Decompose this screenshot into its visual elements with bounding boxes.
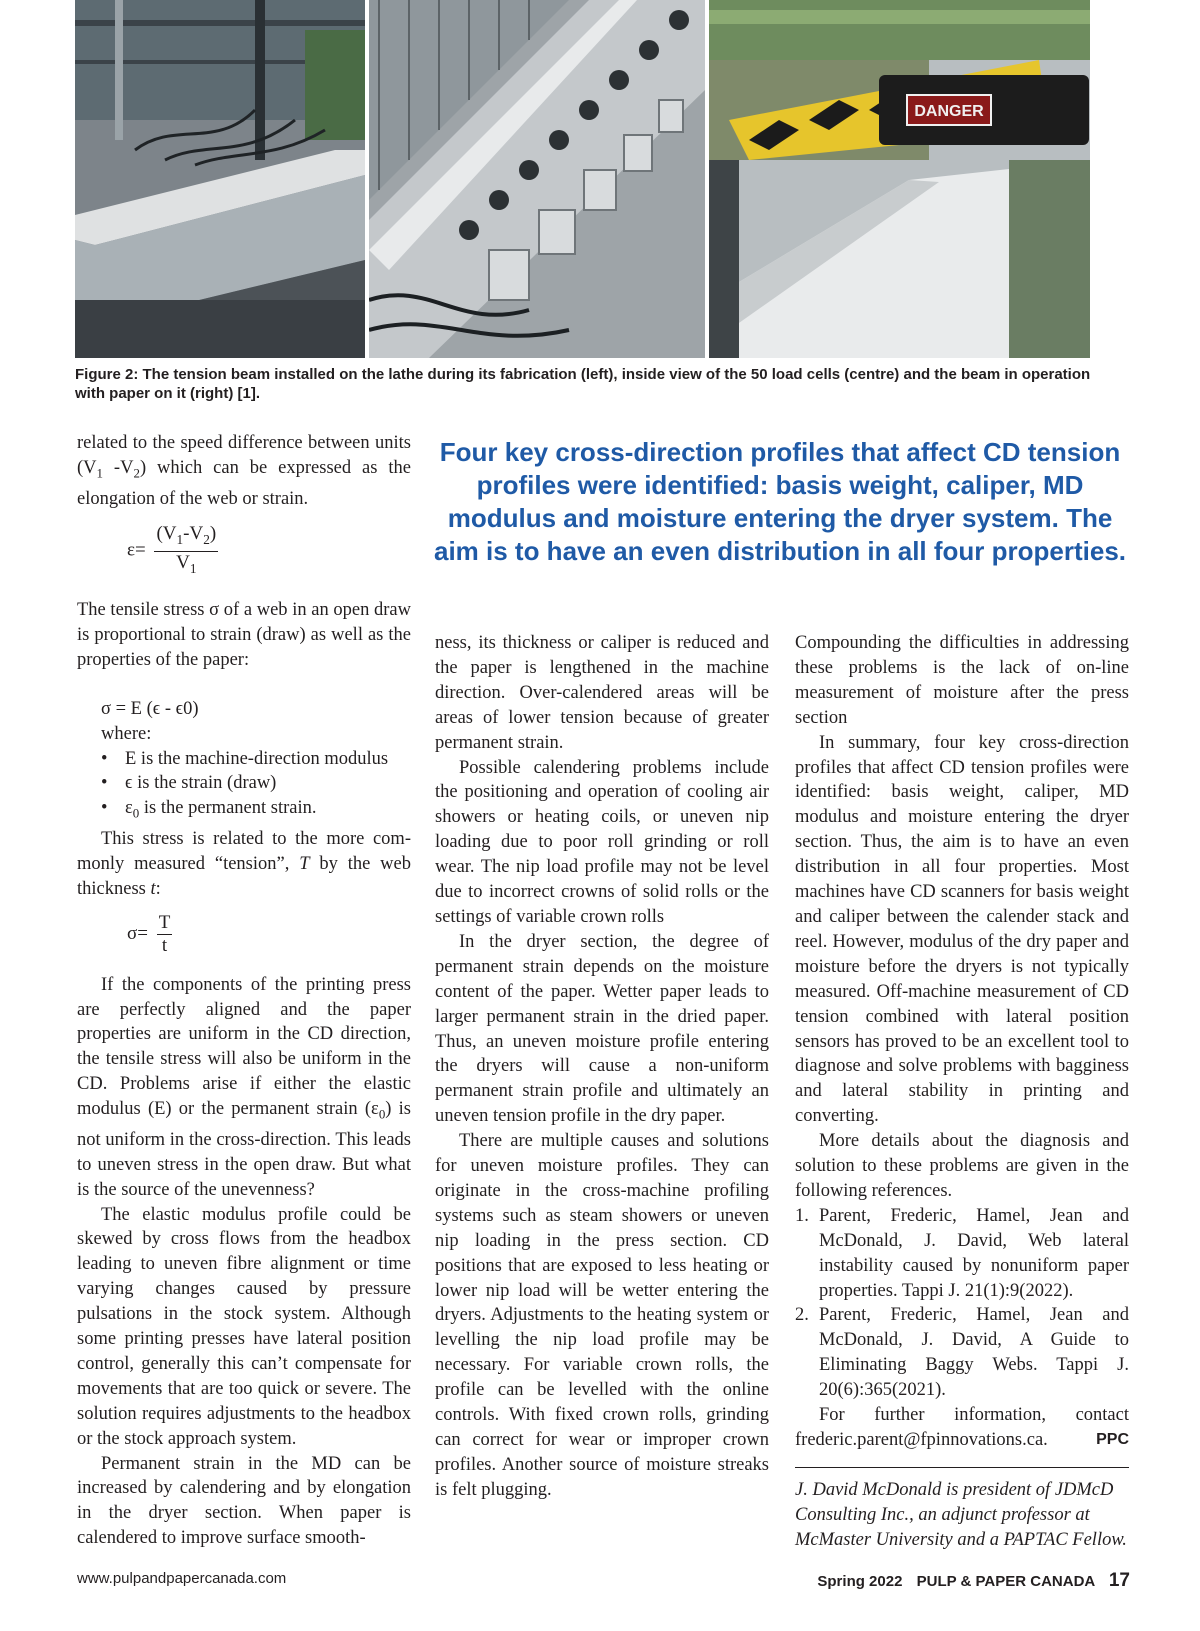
reference-item <box>795 1204 1129 1304</box>
footer-url: www.pulpandpapercanada.com <box>77 1570 287 1587</box>
col1-paragraph-stress: The tensile stress σ of a web in an open draw is proportional to strain (draw) as well as the properties of the paper: <box>77 600 411 670</box>
photo-tension-beam-lathe <box>75 0 365 358</box>
tension-equation <box>127 912 411 957</box>
reference-number: 2. <box>795 1305 809 1326</box>
footer-issue-info <box>817 1570 1130 1592</box>
col3-paragraph-summary: In summary, four key cross-direction profiles that affect CD tension profiles were identified: basis weight, caliper, MD modulus and moisture entering the dryer section. Thus, the aim is to have an even distribution in all four properties. Most machines have CD scanners for basis weight and caliper between the calender stack and reel. However, modulus of the dry paper and moisture before the dryers is not typically measured. Off-machine measurement of CD tension combined with lateral position sensors has proved to be an excellent tool to diagnose and solve problems with bagginess and lateral stability in printing and converting. <box>795 732 1129 1127</box>
references-list <box>795 1204 1129 1403</box>
stress-formula-block <box>101 697 411 747</box>
column-2 <box>435 631 769 1503</box>
col2-paragraph-continued: ness, its thickness or caliper is reduced and the paper is lengthened in the machine direction. Over-calendered areas will be areas of lower tension because of greater permanent strain. <box>435 633 769 753</box>
column-1 <box>77 431 411 1551</box>
strain-fraction <box>154 523 218 580</box>
stress-formula: σ = E (ϵ - ϵ0) <box>101 698 199 719</box>
danger-sign-text: DANGER <box>914 103 984 120</box>
col1-paragraph-intro: related to the speed difference between units ($V_1$ $-V_2$) which can be expressed as the elongation of the web or strain. <box>77 433 411 509</box>
footer-magazine: PULP & PAPER CANADA <box>916 1573 1095 1590</box>
contact-text: For further information, contact frederic.parent@fpinnovations.ca. <box>795 1405 1129 1450</box>
reference-item <box>795 1303 1129 1403</box>
photo-load-cells-inside <box>369 0 705 358</box>
tension-equation-lhs: σ= <box>127 922 148 944</box>
tension-denominator: t <box>161 934 168 956</box>
reference-number: 1. <box>795 1205 809 1226</box>
col2-paragraph-causes: There are multiple causes and solutions for uneven moisture profiles. They can originate in the cross-machine profiling systems such as steam showers or uneven nip loading in the press section. CD positions that are exposed to less heating or lower nip load will be wetter entering the dryers. Adjustments to the heating system or levelling the nip load profile may be necessary. For variable crown rolls, the profile can be levelled with the online controls. With fixed crown rolls, grinding can correct for wear or improper crown profiles. Another source of moisture streaks is felt plugging. <box>435 1131 769 1500</box>
author-bio: J. David McDonald is president of JDMcD Consulting Inc., an adjunct professor at McMaster University and a PAPTAC Fellow. <box>795 1479 1127 1550</box>
col1-paragraph-related: This stress is related to the more commonly measured “tension”, T by the web thickness t: <box>77 828 411 899</box>
figure-caption: Figure 2: The tension beam installed on the lathe during its fabrication (left), inside view of the 50 load cells (centre) and the beam in operation with paper on it (right) [1]. <box>75 366 1091 402</box>
list-item: • E is the machine-direction modulus <box>101 747 411 772</box>
tension-numerator: T <box>158 911 171 933</box>
page-number: 17 <box>1108 1570 1130 1591</box>
col1-paragraph-components: If the components of the printing press are perfectly aligned and the paper properties are uniform in the CD direction, the tensile stress will also be uniform in the CD. Problems arise if either the elastic modulus (E) or the permanent strain $(\varepsilon_0)$ is not uniform in the cross-direction. This leads to uneven stress in the open draw. But what is the source of the unevenness? <box>77 974 412 1200</box>
variable-definitions-list <box>77 747 411 827</box>
reference-text: Parent, Frederic, Hamel, Jean and McDonald, J. David, Web lateral instability caused by nonuniform paper properties. Tappi J. 21(1):9(2022). <box>819 1205 1129 1301</box>
col2-paragraph-dryer: In the dryer section, the degree of permanent strain depends on the moisture content of the paper. Wetter paper leads to larger permanent strain in the dried paper. Thus, an uneven moisture profile entering the dryers will cause a non-uniform permanent strain profile and ultimately an uneven tension profile in the dry paper. <box>435 931 769 1127</box>
where-label: where: <box>101 723 152 744</box>
contact-paragraph <box>795 1403 1129 1453</box>
col2-paragraph-calendering: Possible calendering problems include the positioning and operation of cooling air showers or heating coils, or uneven nip loading due to poor roll grinding or roll wear. The nip load profile may not be level due to incorrect crowns of solid rolls or the settings of variable crown rolls <box>435 757 769 927</box>
strain-denominator: $V_1$ <box>176 552 197 576</box>
strain-numerator: $(V_1-V_2)$ <box>154 523 218 552</box>
footer-issue: Spring 2022 <box>817 1573 903 1590</box>
strain-equation <box>127 523 411 580</box>
bio-divider <box>795 1467 1129 1468</box>
list-item: • $\varepsilon_0$ is the permanent strain. <box>101 796 411 827</box>
col3-paragraph-compounding: Compounding the difficulties in addressing these problems is the lack of on-line measurement of moisture after the press section <box>795 633 1129 728</box>
end-mark: PPC <box>1096 1431 1129 1448</box>
tension-fraction <box>157 912 173 957</box>
figure-photo-strip <box>75 0 1090 358</box>
column-3 <box>795 631 1129 1553</box>
col1-paragraph-elastic: The elastic modulus profile could be skewed by cross flows from the headbox leading to uneven fibre alignment or time varying changes caused by pressure pulsations in the stock system. Although some printing presses have lateral position control, generally this can’t compensate for movements that are too quick or severe. The solution requires adjustments to the headbox or the stock approach system. <box>77 1204 411 1449</box>
col3-paragraph-more-details: More details about the diagnosis and solution to these problems are given in the following references. <box>795 1131 1129 1201</box>
list-item: • ϵ is the strain (draw) <box>101 771 411 796</box>
reference-text: Parent, Frederic, Hamel, Jean and McDonald, J. David, A Guide to Eliminating Baggy Webs. Tappi J. 20(6):365(2021). <box>819 1305 1129 1401</box>
pull-quote: Four key cross-direction profiles that affect CD tension profiles were identified: basis weight, caliper, MD modulus and moisture entering the dryer system. The aim is to have an even distribution in all four properties. <box>433 437 1127 566</box>
col1-paragraph-permanent: Permanent strain in the MD can be increased by calendering and by elongation in the dryer section. When paper is calendered to improve surface smooth- <box>77 1453 411 1549</box>
strain-equation-lhs: ε= <box>127 540 146 562</box>
photo-beam-in-operation <box>709 0 1090 358</box>
